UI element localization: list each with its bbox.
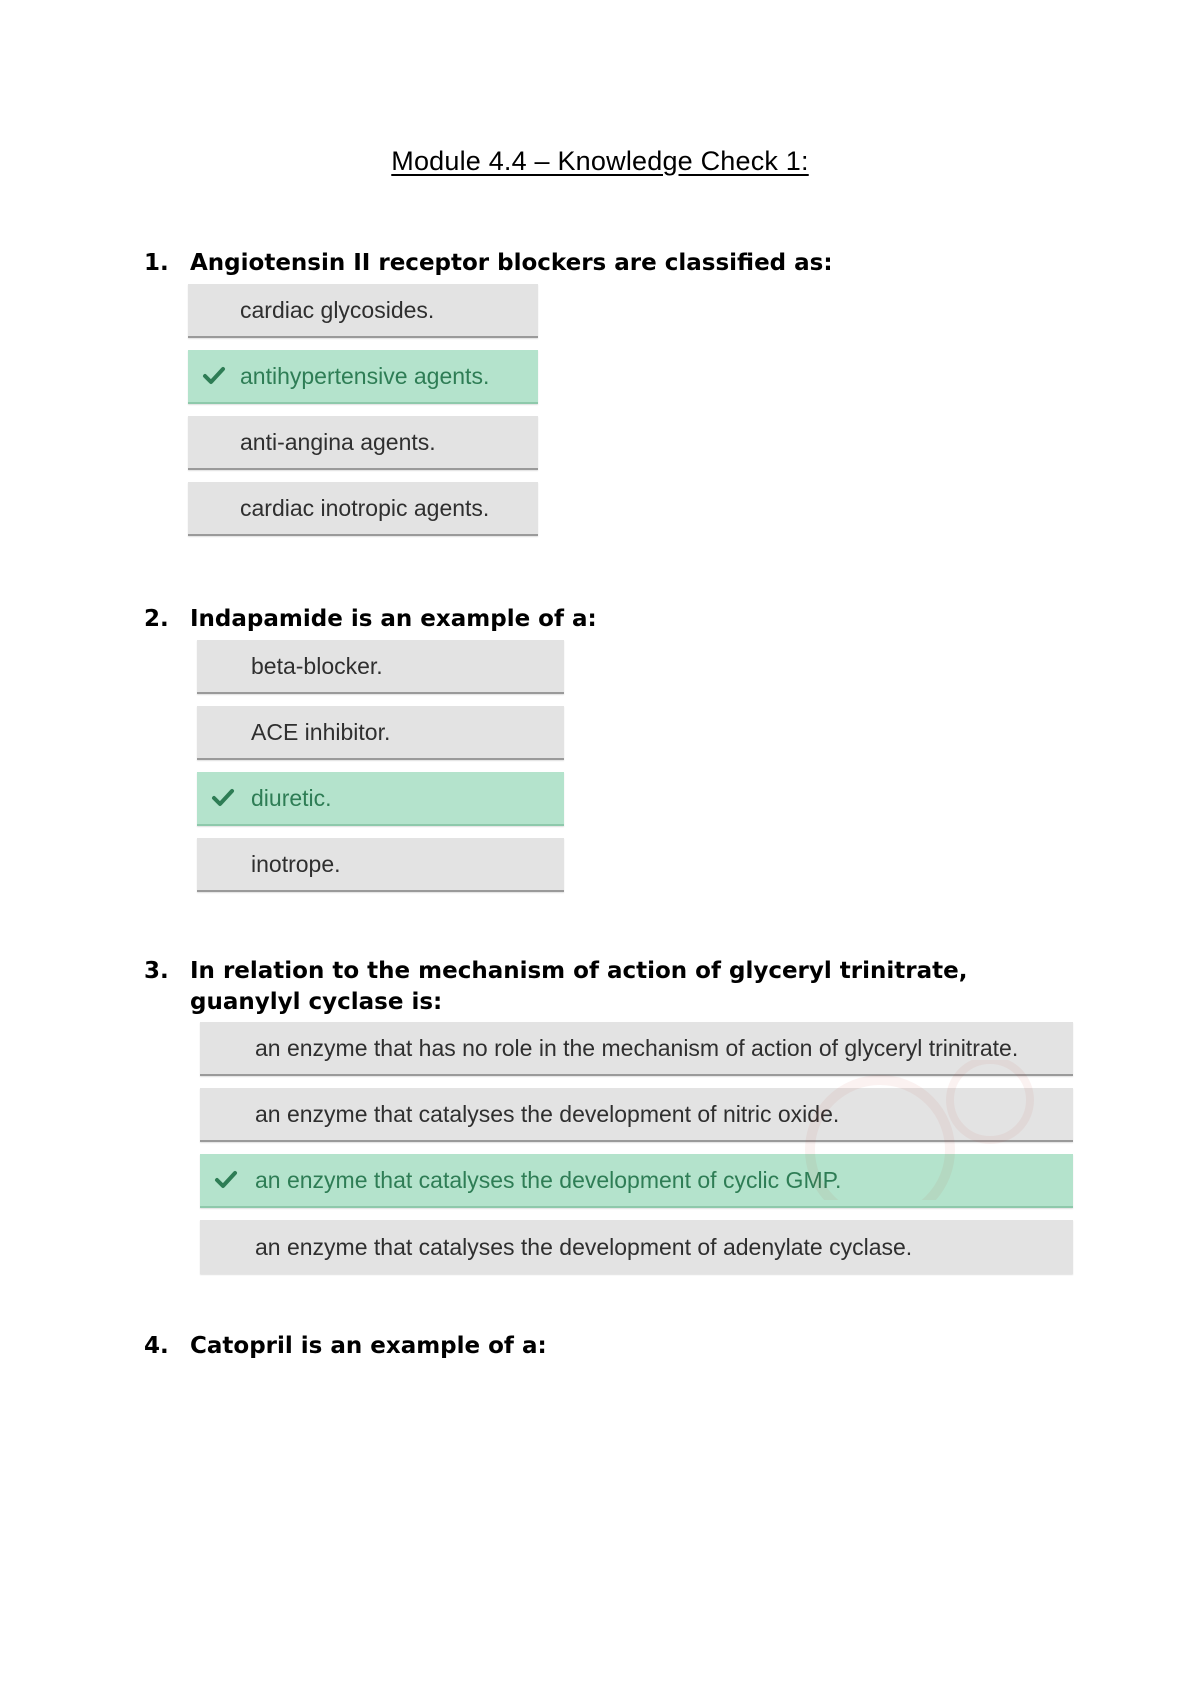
answer-option[interactable] bbox=[197, 706, 564, 760]
answer-option-label: ACE inhibitor. bbox=[251, 718, 391, 745]
answer-option-label: antihypertensive agents. bbox=[240, 362, 490, 389]
answer-option-label: an enzyme that catalyses the development of cyclic GMP. bbox=[255, 1166, 842, 1193]
check-icon bbox=[214, 1167, 238, 1191]
question-number: 4. bbox=[144, 1333, 169, 1359]
answer-option[interactable] bbox=[197, 838, 564, 892]
answer-option-label: cardiac glycosides. bbox=[240, 296, 435, 323]
answer-option[interactable] bbox=[188, 416, 538, 470]
answer-option-label: anti-angina agents. bbox=[240, 428, 436, 455]
answer-option[interactable] bbox=[200, 1022, 1073, 1076]
answer-option-label: beta-blocker. bbox=[251, 652, 383, 679]
question-number: 2. bbox=[144, 606, 169, 632]
question-text: Catopril is an example of a: bbox=[190, 1333, 547, 1359]
answer-option-label: an enzyme that catalyses the development of adenylate cyclase. bbox=[255, 1233, 913, 1260]
answer-option[interactable] bbox=[197, 640, 564, 694]
question-text: Indapamide is an example of a: bbox=[190, 606, 597, 632]
answer-option-label: diuretic. bbox=[251, 784, 332, 811]
answer-option-correct[interactable] bbox=[197, 772, 564, 826]
question-3 bbox=[144, 956, 967, 1018]
page-title: Module 4.4 – Knowledge Check 1: bbox=[391, 146, 809, 176]
check-icon bbox=[211, 785, 235, 809]
answer-option-correct[interactable] bbox=[188, 350, 538, 404]
answer-option[interactable] bbox=[200, 1220, 1073, 1274]
answer-option-label: an enzyme that has no role in the mechanism of action of glyceryl trinitrate. bbox=[255, 1034, 1019, 1061]
answer-option-label: inotrope. bbox=[251, 850, 341, 877]
answer-option-label: cardiac inotropic agents. bbox=[240, 494, 490, 521]
question-text-line-1: In relation to the mechanism of action of glyceryl trinitrate, bbox=[190, 958, 968, 984]
answer-options-3 bbox=[200, 1022, 1073, 1274]
answer-option[interactable] bbox=[188, 482, 538, 536]
question-number: 1. bbox=[144, 250, 169, 276]
question-4 bbox=[144, 1331, 547, 1362]
answer-option[interactable] bbox=[200, 1088, 1073, 1142]
question-text-line-2: guanylyl cyclase is: bbox=[190, 989, 443, 1015]
answer-option-correct[interactable] bbox=[200, 1154, 1073, 1208]
answer-option[interactable] bbox=[188, 284, 538, 338]
question-number: 3. bbox=[144, 958, 169, 984]
answer-options-2 bbox=[197, 640, 564, 892]
question-2 bbox=[144, 604, 597, 635]
check-icon bbox=[202, 363, 226, 387]
answer-option-label: an enzyme that catalyses the development of nitric oxide. bbox=[255, 1100, 840, 1127]
answer-options-1 bbox=[188, 284, 538, 536]
question-text: Angiotensin II receptor blockers are classified as: bbox=[190, 250, 833, 276]
question-1 bbox=[144, 248, 833, 279]
